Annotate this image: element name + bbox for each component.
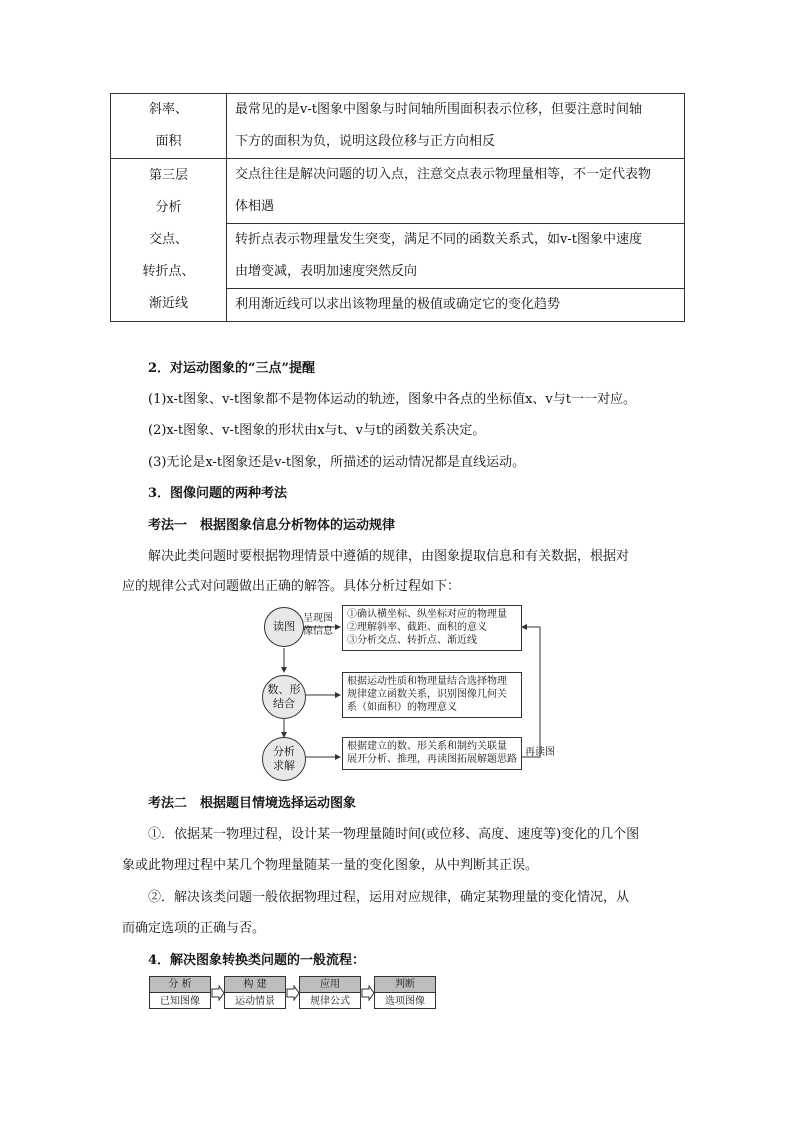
section-2-title: 2．对运动图象的“三点”提醒 bbox=[148, 361, 316, 376]
table-cell-slope-area-desc: 最常见的是v-t图象中图象与时间轴所围面积表示位移，但要注意时间轴 下方的面积为负，说明这段位移与正方向相反 bbox=[227, 94, 685, 159]
table-cell-third-layer: 第三层 分析 交点、 转折点、 渐近线 bbox=[111, 159, 227, 322]
section-3-title: 3．图像问题的两种考法 bbox=[148, 486, 288, 501]
flow-node-read: 读图 bbox=[264, 607, 304, 647]
method-2-title: 考法二 根据题目情境选择运动图象 bbox=[148, 796, 357, 811]
step-judge: 判断 选项图像 bbox=[374, 976, 436, 1009]
method-2-para2-line2: 而确定选项的正确与否。 bbox=[122, 921, 266, 936]
analysis-table bbox=[110, 93, 685, 322]
flow-box-3: 根据建立的数、形关系和制约关联量 展开分析、推理，再读图拓展解题思路 bbox=[342, 737, 522, 770]
s2-item-1: (1)x-t图象、v-t图象都不是物体运动的轨迹，图象中各点的坐标值x、v与t一一对应。 bbox=[148, 392, 636, 407]
table-cell-slope-area: 斜率、 面积 bbox=[111, 94, 227, 159]
method-2-para1-line2: 象或此物理过程中某几个物理量随某一量的变化图象，从中判断其正误。 bbox=[122, 858, 539, 873]
step-build: 构 建 运动情景 bbox=[224, 976, 286, 1009]
s2-item-3: (3)无论是x-t图象还是v-t图象，所描述的运动情况都是直线运动。 bbox=[148, 455, 526, 470]
method-1-title: 考法一 根据图象信息分析物体的运动规律 bbox=[148, 518, 396, 533]
step-apply: 应用 规律公式 bbox=[299, 976, 361, 1009]
method-1-para-line2: 应的规律公式对问题做出正确的解答。具体分析过程如下： bbox=[122, 579, 461, 594]
method-2-para1-line1: ①．依据某一物理过程，设计某一物理量随时间(或位移、高度、速度等)变化的几个图 bbox=[148, 827, 640, 842]
section-4-title: 4．解决图象转换类问题的一般流程： bbox=[148, 953, 366, 968]
method-2-para2-line1: ②．解决该类问题一般依据物理过程，运用对应规律，确定某物理量的变化情况，从 bbox=[148, 890, 630, 905]
flow-reread-label: 再读图 bbox=[525, 747, 555, 758]
method-1-para-line1: 解决此类问题时要根据物理情景中遵循的规律，由图象提取信息和有关数据，根据对 bbox=[148, 549, 630, 564]
flow-node-solve: 分析 求解 bbox=[262, 737, 306, 781]
step-arrows bbox=[211, 985, 381, 1001]
table-cell-turning-point: 转折点表示物理量发生突变，满足不同的函数关系式，如v-t图象中速度 由增变减，表明加速度突然反向 bbox=[227, 224, 685, 289]
flow-box-2: 根据运动性质和物理量结合选择物理 规律建立函数关系，识别图像几何关 系（如面积）的物理意义 bbox=[342, 672, 522, 718]
table-cell-asymptote: 利用渐近线可以求出该物理量的极值或确定它的变化趋势 bbox=[227, 289, 685, 322]
step-analyze: 分 析 已知图像 bbox=[149, 976, 211, 1009]
s2-item-2: (2)x-t图象、v-t图象的形状由x与t、v与t的函数关系决定。 bbox=[148, 423, 486, 438]
flow-node-combine: 数、形 结合 bbox=[262, 675, 306, 719]
table-cell-intersection: 交点往往是解决问题的切入点，注意交点表示物理量相等，不一定代表物 体相遇 bbox=[227, 159, 685, 224]
flow-box-1: ①确认横坐标、纵坐标对应的物理量 ②理解斜率、截距、面积的意义 ③分析交点、转折点、渐近线 bbox=[342, 605, 522, 651]
flow-arrow-label: 呈现图 像信息 bbox=[303, 613, 333, 637]
